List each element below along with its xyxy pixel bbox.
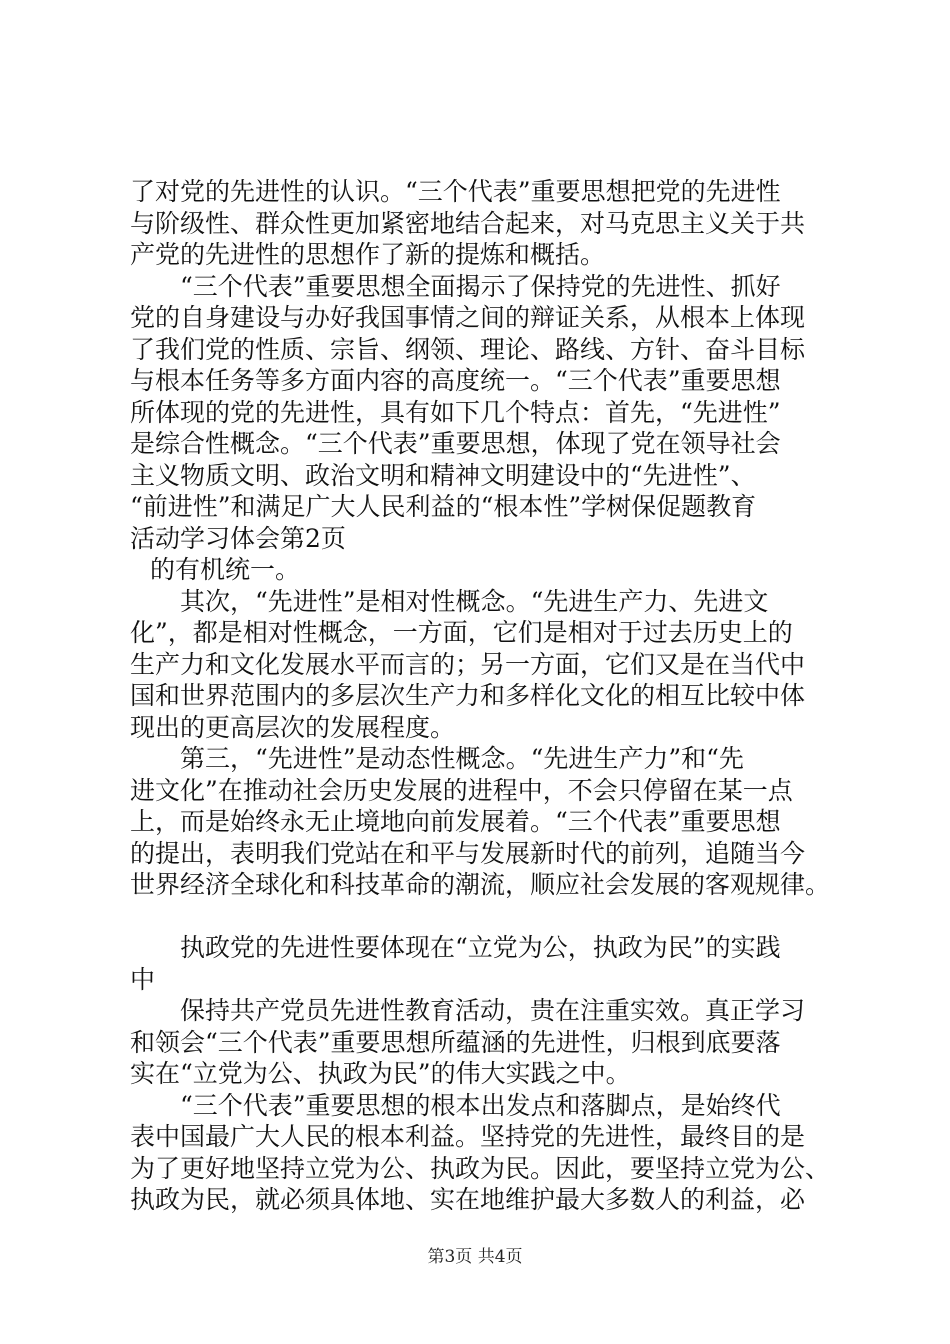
text-line: “三个代表”重要思想的根本出发点和落脚点，是始终代: [180, 1090, 781, 1120]
text-line: 化”，都是相对性概念，一方面，它们是相对于过去历史上的: [130, 618, 793, 647]
text-line: 上，而是始终永无止境地向前发展着。“三个代表”重要思想: [130, 807, 781, 836]
text-line: 世界经济全球化和科技革命的潮流，顺应社会发展的客观规律。: [130, 870, 831, 899]
text-line: 为了更好地坚持立党为公、执政为民。因此，要坚持立党为公、: [130, 1153, 831, 1183]
page-footer: 第3页 共4页: [427, 1247, 523, 1267]
blank-line: [130, 901, 850, 933]
text-line: 国和世界范围内的多层次生产力和多样化文化的相互比较中体: [130, 681, 806, 710]
text-line: 是综合性概念。“三个代表”重要思想，体现了党在领导社会: [130, 429, 781, 458]
text-line: 活动学习体会第2页: [130, 523, 346, 553]
text-line: 实在“立党为公、执政为民”的伟大实践之中。: [130, 1059, 631, 1088]
text-line: 和领会“三个代表”重要思想所蕴涵的先进性，归根到底要落: [130, 1027, 781, 1057]
text-line: 主义物质文明、政治文明和精神文明建设中的“先进性”、: [130, 460, 756, 490]
text-line: 了我们党的性质、宗旨、纲领、理论、路线、方针、奋斗目标: [130, 334, 806, 364]
text-line: 的提出，表明我们党站在和平与发展新时代的前列，追随当今: [130, 838, 806, 868]
text-line: 保持共产党员先进性教育活动，贵在注重实效。真正学习: [180, 996, 806, 1025]
text-line: 与根本任务等多方面内容的高度统一。“三个代表”重要思想: [130, 366, 781, 395]
text-line: 执政党的先进性要体现在“立党为公，执政为民”的实践: [180, 933, 781, 962]
text-line: 第三，“先进性”是动态性概念。“先进生产力”和“先: [180, 744, 744, 773]
document-body: [130, 176, 850, 1216]
text-line: 进文化”在推动社会历史发展的进程中，不会只停留在某一点: [130, 775, 793, 805]
text-line: 党的自身建设与办好我国事情之间的辩证关系，从根本上体现: [130, 303, 806, 332]
text-line: 生产力和文化发展水平而言的；另一方面，它们又是在当代中: [130, 649, 806, 679]
text-line: 其次，“先进性”是相对性概念。“先进生产力、先进文: [180, 586, 769, 616]
text-line: 表中国最广大人民的根本利益。坚持党的先进性，最终目的是: [130, 1122, 806, 1151]
text-line: “三个代表”重要思想全面揭示了保持党的先进性、抓好: [180, 271, 781, 301]
text-line: 现出的更高层次的发展程度。: [130, 712, 456, 742]
text-line: 了对党的先进性的认识。“三个代表”重要思想把党的先进性: [130, 177, 781, 206]
text-line: 所体现的党的先进性，具有如下几个特点：首先，“先进性”: [130, 397, 781, 427]
text-line: 产党的先进性的思想作了新的提炼和概括。: [130, 240, 606, 269]
text-line: 中: [130, 964, 156, 994]
text-line: 与阶级性、群众性更加紧密地结合起来，对马克思主义关于共: [130, 208, 806, 238]
text-line: 的有机统一。: [150, 555, 301, 584]
text-line: 执政为民，就必须具体地、实在地维护最大多数人的利益，必: [130, 1185, 806, 1214]
text-line: “前进性”和满足广大人民利益的“根本性”学树保促题教育: [130, 492, 757, 521]
